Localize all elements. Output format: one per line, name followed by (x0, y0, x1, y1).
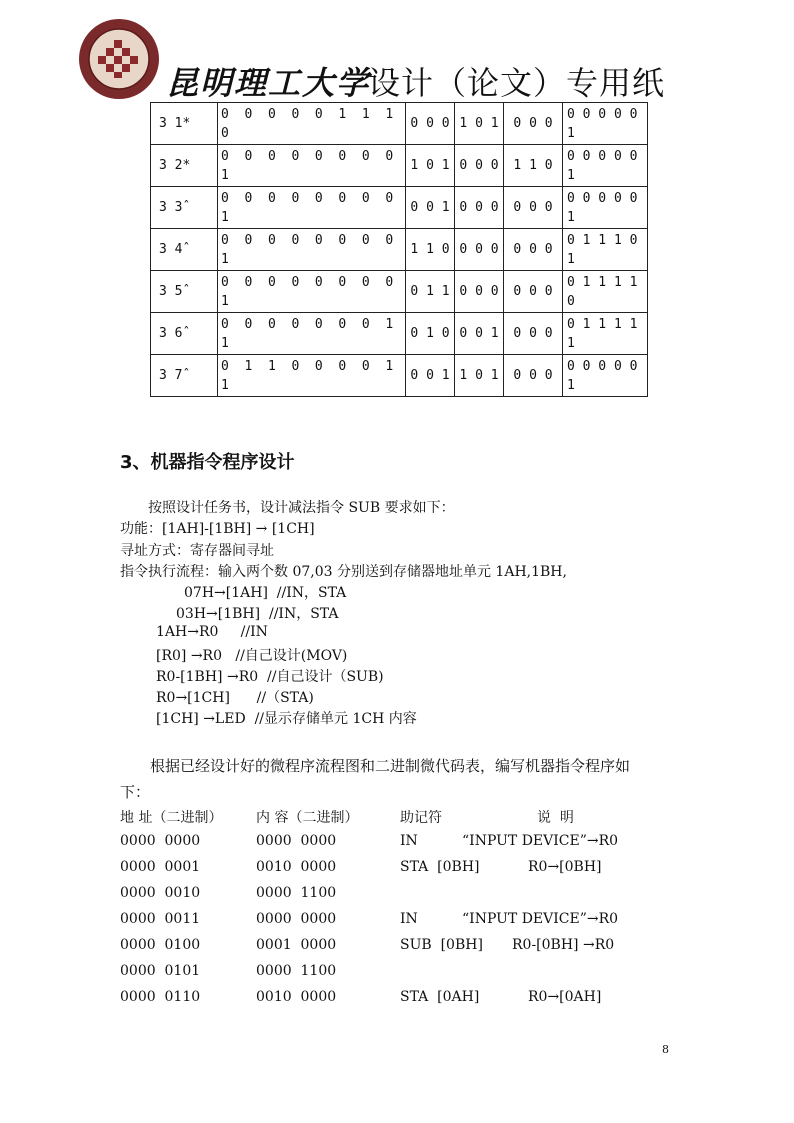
section-heading: 3、机器指令程序设计 (120, 452, 295, 473)
field-c: 1 1 0 (504, 145, 563, 187)
program-desc: R0-[0BH] →R0 (512, 937, 615, 953)
next-address: 1 (567, 167, 575, 183)
next-address: 0 0 0 0 0 (567, 148, 638, 164)
program-mnemonic: IN (400, 833, 418, 849)
field-a: 1 0 1 (406, 145, 455, 187)
field-a: 0 0 1 (406, 355, 455, 397)
field-a: 0 0 0 (406, 103, 455, 145)
field-a: 0 1 0 (406, 313, 455, 355)
field-b: 1 0 1 (455, 355, 504, 397)
next-address-cell (563, 271, 648, 313)
program-mnemonic: STA [0AH] (400, 989, 480, 1005)
step-line: [1CH] →LED //显示存储单元 1CH 内容 (156, 711, 417, 727)
next-address-cell (563, 313, 648, 355)
program-addr: 0000 0100 (120, 937, 201, 953)
step-line: R0-[1BH] →R0 //自己设计（SUB) (156, 669, 384, 685)
field-b: 0 0 0 (455, 145, 504, 187)
program-content: 0000 1100 (256, 963, 337, 979)
table-row (151, 229, 648, 271)
program-addr: 0000 0110 (120, 989, 201, 1005)
control-bits-cell (218, 187, 406, 229)
field-a: 0 1 1 (406, 271, 455, 313)
next-address-cell (563, 103, 648, 145)
field-a: 0 0 1 (406, 187, 455, 229)
program-content: 0001 0000 (256, 937, 337, 953)
control-bits: 1 (221, 251, 229, 267)
control-bits: 1 (221, 293, 229, 309)
program-addr: 0000 0000 (120, 833, 201, 849)
field-c: 0 0 0 (504, 271, 563, 313)
next-address: 1 (567, 125, 575, 141)
function-text: 功能：[1AH]-[1BH] → [1CH] (120, 521, 315, 537)
control-bits-cell (218, 145, 406, 187)
field-b: 0 0 0 (455, 271, 504, 313)
control-bits: 1 (221, 167, 229, 183)
paragraph-line: 根据已经设计好的微程序流程图和二进制微代码表，编写机器指令程序如 (150, 757, 631, 775)
control-bits-cell (218, 355, 406, 397)
control-bits: 0 0 0 0 0 1 1 1 (221, 106, 394, 122)
microinstruction-address: 3 2* (151, 145, 218, 187)
step-line: 07H→[1AH] //IN，STA (184, 585, 347, 601)
page-header (78, 18, 698, 104)
next-address: 1 (567, 209, 575, 225)
program-mnemonic: SUB [0BH] (400, 937, 483, 953)
field-c: 0 0 0 (504, 229, 563, 271)
program-mnemonic: STA [0BH] (400, 859, 480, 875)
microinstruction-address: 3 6ˆ (151, 313, 218, 355)
table-row (151, 313, 648, 355)
next-address: 0 1 1 1 1 (567, 316, 638, 332)
program-content: 0000 0000 (256, 911, 337, 927)
next-address: 0 0 0 0 0 (567, 190, 638, 206)
program-desc: R0→[0AH] (528, 989, 602, 1005)
program-content: 0000 0000 (256, 833, 337, 849)
page-number: 8 (662, 1043, 669, 1056)
next-address: 0 0 0 0 0 (567, 358, 638, 374)
program-desc: R0→[0BH] (528, 859, 602, 875)
program-header-description: 说 明 (537, 810, 574, 826)
program-desc: “INPUT DEVICE”→R0 (462, 833, 619, 849)
table-row (151, 103, 648, 145)
program-addr: 0000 0101 (120, 963, 201, 979)
field-a: 1 1 0 (406, 229, 455, 271)
step-line: 1AH→R0 //IN (156, 624, 268, 640)
program-content: 0010 0000 (256, 989, 337, 1005)
field-b: 0 0 0 (455, 229, 504, 271)
field-c: 0 0 0 (504, 187, 563, 229)
execution-flow-text: 指令执行流程：输入两个数 07,03 分别送到存储器地址单元 1AH,1BH, (120, 564, 567, 580)
control-bits: 1 (221, 209, 229, 225)
control-bits: 1 (221, 377, 229, 393)
control-bits: 0 0 0 0 0 0 0 0 (221, 232, 394, 248)
field-c: 0 0 0 (504, 313, 563, 355)
program-addr: 0000 0001 (120, 859, 201, 875)
next-address: 1 (567, 251, 575, 267)
program-desc: “INPUT DEVICE”→R0 (462, 911, 619, 927)
control-bits: 1 (221, 335, 229, 351)
next-address: 0 (567, 293, 575, 309)
step-line: [R0] →R0 //自己设计(MOV) (156, 648, 348, 664)
table-row (151, 187, 648, 229)
control-bits-cell (218, 103, 406, 145)
field-b: 0 0 0 (455, 187, 504, 229)
step-line: 03H→[1BH] //IN，STA (176, 606, 339, 622)
intro-text: 按照设计任务书，设计减法指令 SUB 要求如下： (148, 500, 455, 516)
microinstruction-address: 3 7ˆ (151, 355, 218, 397)
program-header-mnemonic: 助记符 (400, 810, 442, 826)
control-bits: 0 0 0 0 0 0 0 0 (221, 148, 394, 164)
control-bits-cell (218, 229, 406, 271)
control-bits: 0 0 0 0 0 0 0 0 (221, 190, 394, 206)
next-address-cell (563, 355, 648, 397)
next-address: 1 (567, 377, 575, 393)
microinstruction-address: 3 5ˆ (151, 271, 218, 313)
microinstruction-address: 3 1* (151, 103, 218, 145)
microinstruction-address: 3 4ˆ (151, 229, 218, 271)
control-bits: 0 0 0 0 0 0 0 0 (221, 274, 394, 290)
next-address: 0 1 1 1 1 (567, 274, 638, 290)
next-address-cell (563, 229, 648, 271)
table-row (151, 145, 648, 187)
addressing-mode-text: 寻址方式：寄存器间寻址 (120, 543, 274, 559)
next-address-cell (563, 145, 648, 187)
control-bits-cell (218, 271, 406, 313)
next-address-cell (563, 187, 648, 229)
field-b: 0 0 1 (455, 313, 504, 355)
step-line: R0→[1CH] //（STA) (156, 690, 314, 706)
field-c: 0 0 0 (504, 355, 563, 397)
next-address: 0 0 0 0 0 (567, 106, 638, 122)
microinstruction-address: 3 3ˆ (151, 187, 218, 229)
program-content: 0010 0000 (256, 859, 337, 875)
program-addr: 0000 0011 (120, 911, 201, 927)
university-seal-icon (78, 18, 160, 100)
microcode-table (150, 102, 648, 397)
program-header-content: 内 容（二进制） (256, 810, 359, 826)
program-header-address: 地 址（二进制） (120, 810, 223, 826)
control-bits-cell (218, 313, 406, 355)
program-mnemonic: IN (400, 911, 418, 927)
program-content: 0000 1100 (256, 885, 337, 901)
paper-title: 设计（论文）专用纸 (368, 64, 666, 102)
table-row (151, 355, 648, 397)
paragraph-line: 下： (120, 783, 151, 801)
table-row (151, 271, 648, 313)
next-address: 1 (567, 335, 575, 351)
university-name: 昆明理工大学 (166, 64, 371, 102)
field-b: 1 0 1 (455, 103, 504, 145)
control-bits: 0 (221, 125, 229, 141)
field-c: 0 0 0 (504, 103, 563, 145)
control-bits: 0 1 1 0 0 0 0 1 (221, 358, 394, 374)
control-bits: 0 0 0 0 0 0 0 1 (221, 316, 394, 332)
next-address: 0 1 1 1 0 (567, 232, 638, 248)
program-addr: 0000 0010 (120, 885, 201, 901)
